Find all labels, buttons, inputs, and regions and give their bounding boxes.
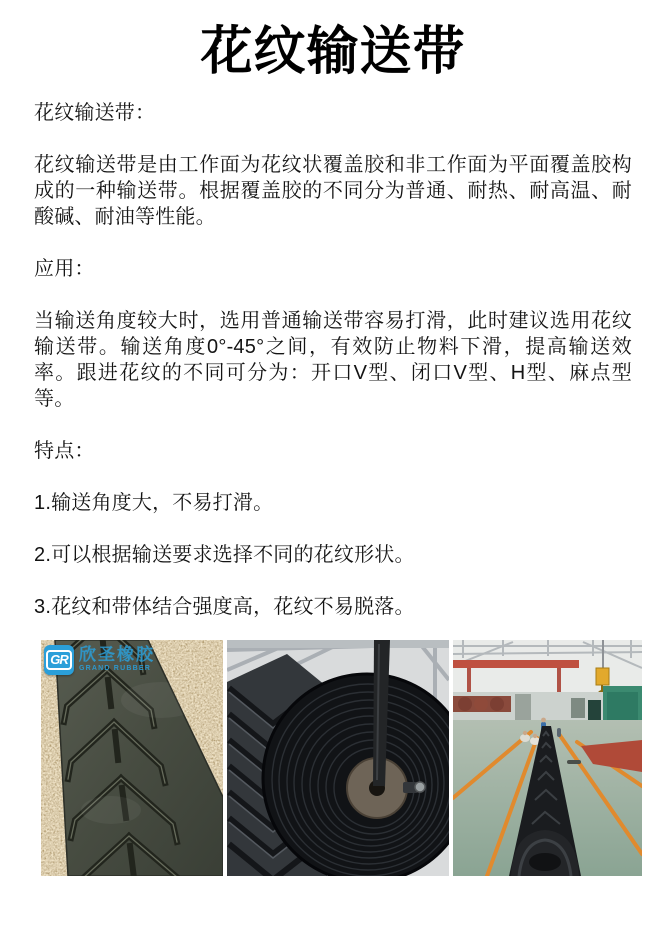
feature-item-1: 1.输送角度大，不易打滑。: [34, 492, 274, 514]
application-paragraph: 当输送角度较大时，选用普通输送带容易打滑，此时建议选用花纹输送带。输送角度0°-45°之间，有效防止物料下滑，提高输送效率。跟进花纹的不同可分为：开口V型、闭口V型、H型、麻点型等。: [34, 310, 632, 410]
application-label: 应用：: [34, 258, 95, 280]
intro-label: 花纹输送带：: [34, 102, 156, 124]
brand-badge-icon: [44, 645, 74, 675]
brand-badge-text: GR: [46, 650, 72, 670]
chevron-belt-closeup-photo: [41, 640, 223, 876]
brand-name-cn: 欣圣橡胶: [79, 645, 155, 664]
intro-paragraph: 花纹输送带是由工作面为花纹状覆盖胶和非工作面为平面覆盖胶构成的一种输送带。根据覆盖胶的不同分为普通、耐热、耐高温、耐酸碱、耐油等性能。: [34, 154, 632, 228]
body-text: [0, 100, 666, 620]
feature-item-2: 2.可以根据输送要求选择不同的花纹形状。: [34, 544, 415, 566]
feature-item-3: 3.花纹和带体结合强度高，花纹不易脱落。: [34, 596, 415, 618]
brand-logo: [44, 645, 155, 675]
factory-floor-photo: [453, 640, 642, 876]
belt-roll-illustration: [227, 640, 449, 876]
features-label: 特点：: [34, 440, 95, 462]
photo-row: [41, 640, 642, 876]
brand-text: [79, 645, 155, 673]
page-title: 花纹输送带: [200, 23, 466, 81]
chevron-belt-illustration: [41, 640, 223, 876]
factory-floor-illustration: [453, 640, 642, 876]
brand-name-en: GRAND RUBBER: [79, 665, 151, 672]
belt-roll-photo: [227, 640, 449, 876]
